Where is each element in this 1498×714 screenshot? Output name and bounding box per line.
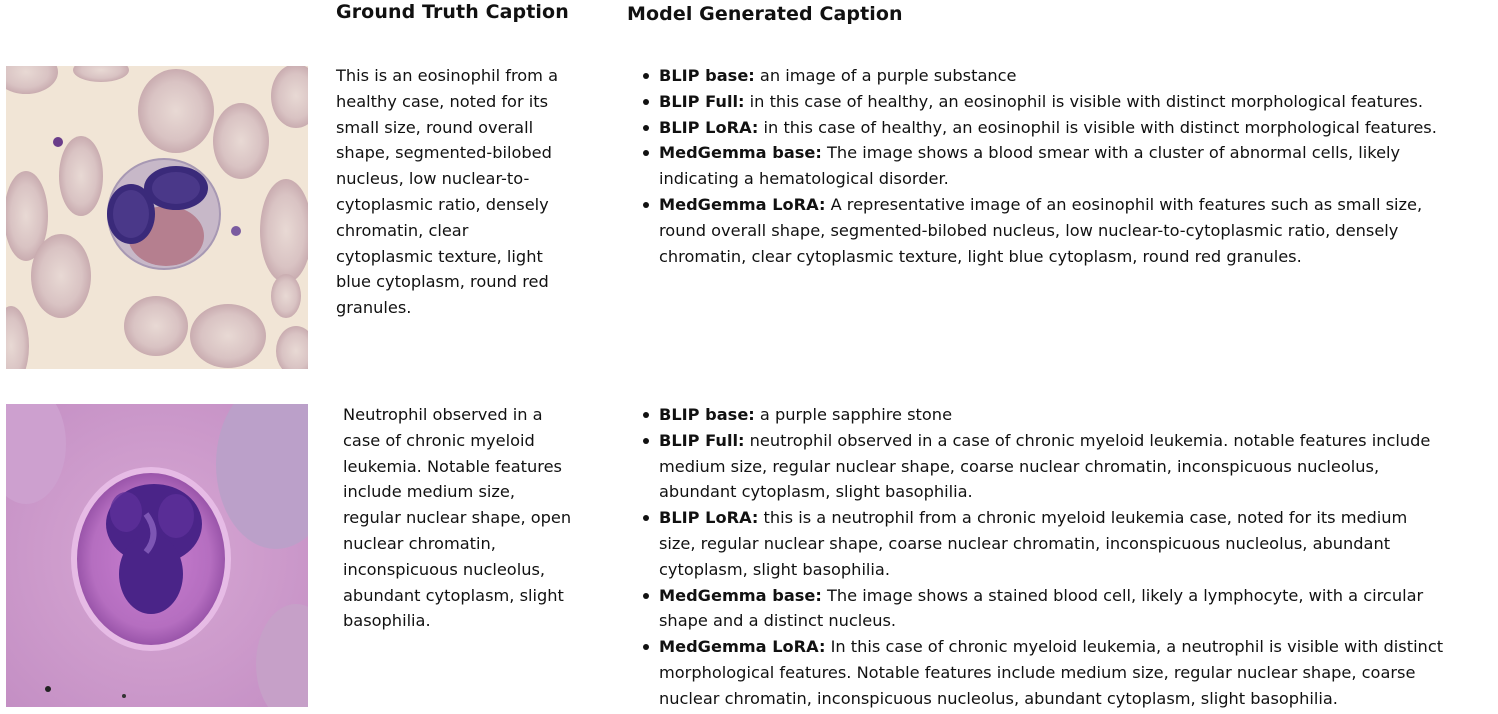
ground-truth-header: Ground Truth Caption (336, 1, 569, 23)
ground-truth-caption: Neutrophil observed in a case of chronic myeloid leukemia. Notable features include medium size, regular nuclear shape, open nuclear chromatin, inconspicuous nucleolus, abundant cytoplasm, slight basophilia. (343, 405, 572, 631)
model-name: MedGemma LoRA: (659, 194, 826, 214)
caption-text: a purple sapphire stone (754, 405, 953, 424)
neutrophil-micrograph (6, 404, 308, 707)
caption-text: A representative image of an eosinophil with features such as small size, round overall shape, segmented-bilobed nucleus, low nuclear-to-cytoplasmic ratio, densely chromatin, clear cytoplasmic texture, light blue cytoplasm, round red granules. (659, 194, 1423, 266)
model-name: BLIP LoRA: (659, 508, 759, 528)
model-name: MedGemma base: (659, 585, 822, 605)
caption-item (641, 505, 1491, 582)
ground-truth-caption: This is an eosinophil from a healthy case, noted for its small size, round overall shape, segmented-bilobed nucleus, low nuclear-to- cytoplasmic ratio, densely chromatin, clear cytoplasmic texture, light blue cytoplasm, round red granules. (336, 66, 558, 318)
caption-item (641, 634, 1491, 711)
caption-item (641, 140, 1491, 192)
model-caption-header: Model Generated Caption (627, 3, 903, 25)
caption-item (641, 89, 1491, 115)
caption-text: neutrophil observed in a case of chronic myeloid leukemia. notable features include medium size, regular nuclear shape, coarse nuclear chromatin, inconspicuous nucleolus, abundant cytoplasm, slight basophilia. (659, 430, 1431, 502)
model-caption-list (641, 402, 1491, 712)
model-name: BLIP LoRA: (659, 117, 759, 137)
model-name: BLIP Full: (659, 91, 745, 111)
model-name: MedGemma base: (659, 143, 822, 163)
caption-text: this is a neutrophil from a chronic myeloid leukemia case, noted for its medium size, regular nuclear shape, coarse nuclear chromatin, inconspicuous nucleolus, abundant cytoplasm, slight basophilia. (659, 508, 1408, 579)
model-name: BLIP base: (659, 405, 755, 424)
caption-text: The image shows a blood smear with a cluster of abnormal cells, likely indicating a hematological disorder. (659, 143, 1401, 189)
eosinophil-micrograph (6, 66, 308, 369)
caption-item (641, 192, 1491, 269)
caption-text: in this case of healthy, an eosinophil is visible with distinct morphological features. (758, 117, 1437, 137)
caption-item (641, 583, 1491, 635)
caption-item (641, 63, 1491, 89)
model-name: MedGemma LoRA: (659, 637, 826, 657)
caption-item (641, 428, 1491, 505)
model-caption-list (641, 63, 1491, 269)
caption-item (641, 115, 1491, 141)
caption-text: The image shows a stained blood cell, likely a lymphocyte, with a circular shape and a distinct nucleus. (659, 585, 1424, 631)
caption-item (641, 402, 1491, 428)
caption-text: an image of a purple substance (754, 66, 1017, 85)
caption-text: In this case of chronic myeloid leukemia, a neutrophil is visible with distinct morphological features. Notable features include medium size, regular nuclear shape, coarse nuclear chromatin, inconspicuous nucleolus, abundant cytoplasm, slight basophilia. (659, 637, 1444, 708)
model-name: BLIP Full: (659, 430, 745, 450)
caption-text: in this case of healthy, an eosinophil is visible with distinct morphological features. (744, 91, 1424, 111)
model-name: BLIP base: (659, 66, 755, 85)
